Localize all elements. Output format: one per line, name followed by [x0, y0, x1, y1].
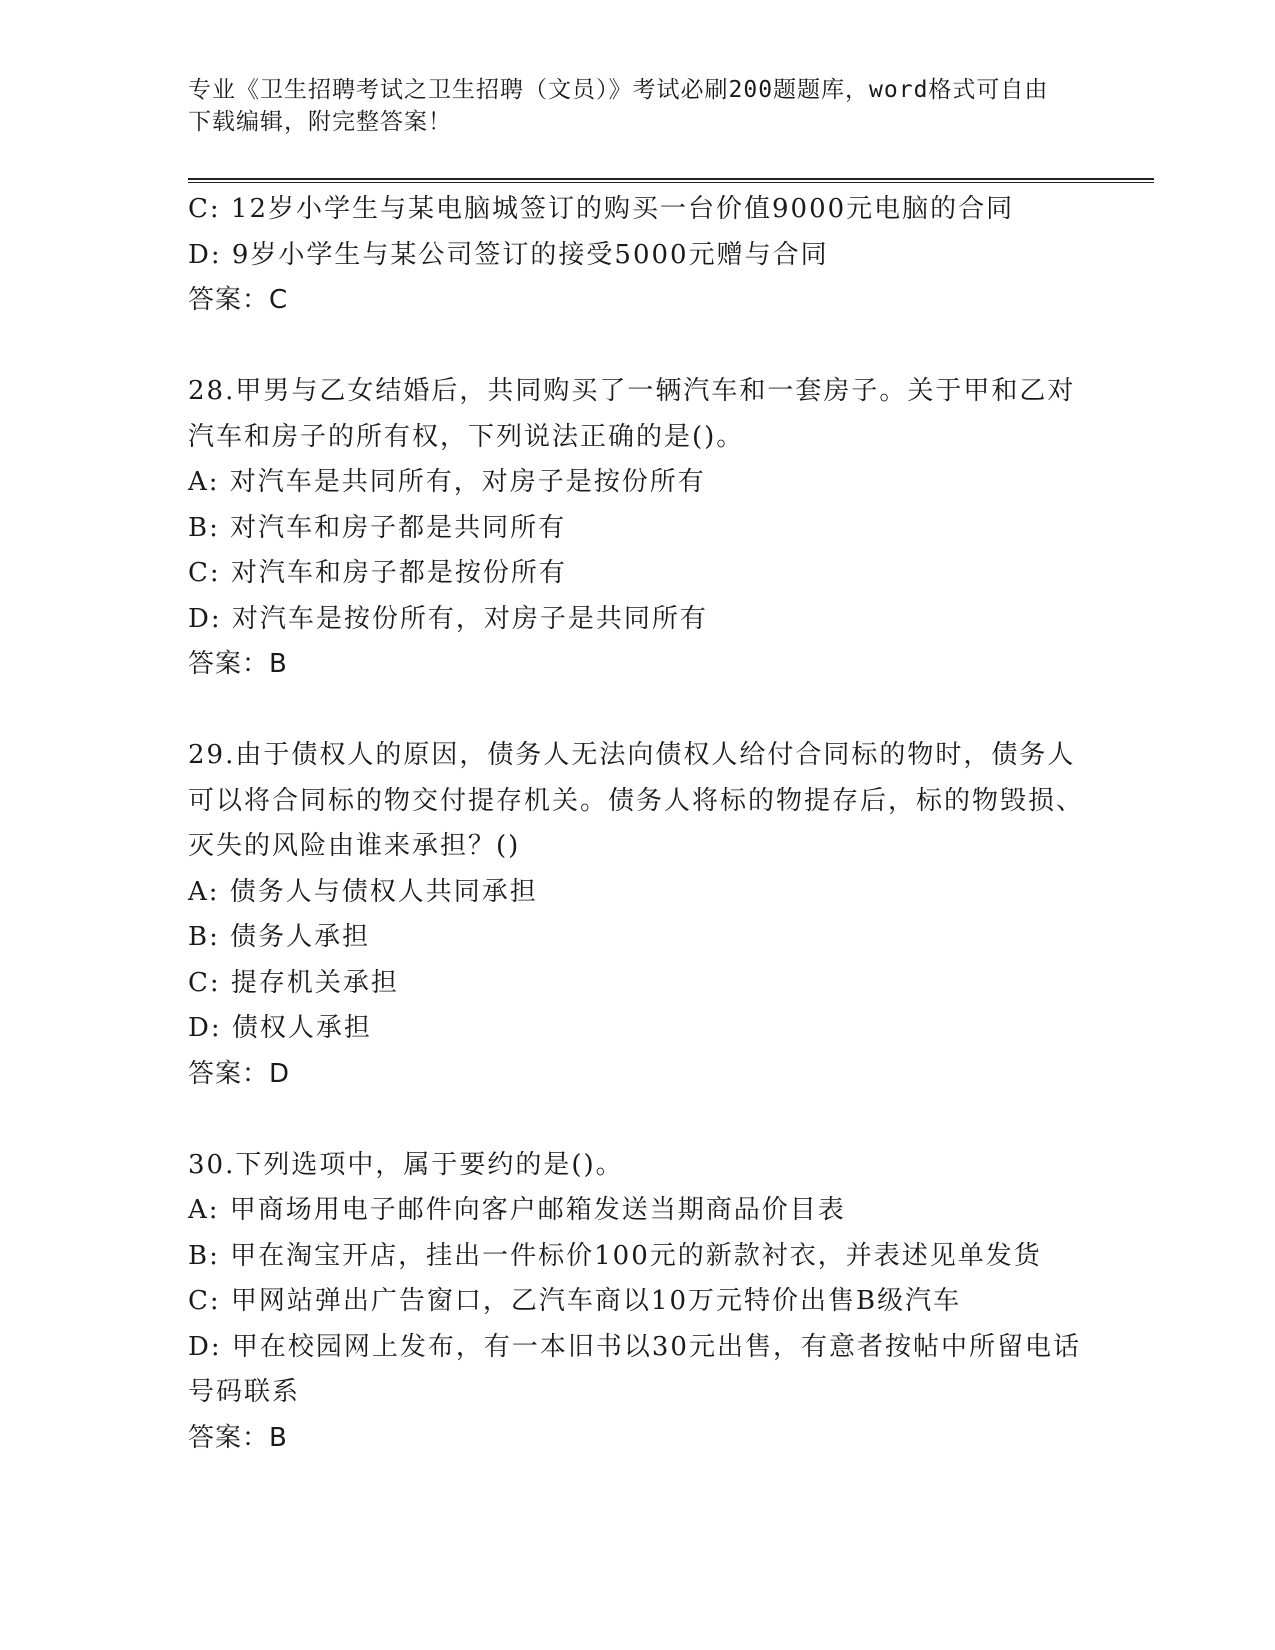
question-content — [188, 187, 1088, 1461]
answer-line: 答案：B — [188, 1422, 288, 1453]
option-b: B: 对汽车和房子都是共同所有 — [188, 512, 567, 543]
option-c: C: 提存机关承担 — [188, 967, 399, 998]
question-text: 29.由于债权人的原因，债务人无法向债权人给付合同标的物时，债务人可以将合同标的物交付提存机关。债务人将标的物提存后，标的物毁损、灭失的风险由谁来承担？() — [188, 740, 1085, 861]
answer-line: 答案：D — [188, 1058, 291, 1089]
option-b: B: 债务人承担 — [188, 922, 371, 952]
option-d: D: 甲在校园网上发布，有一本旧书以30元出售，有意者按帖中所留电话号码联系 — [188, 1331, 1081, 1407]
option-b: B: 甲在淘宝开店，挂出一件标价100元的新款衬衣，并表述见单发货 — [188, 1240, 1042, 1271]
option-d: D: 对汽车是按份所有，对房子是共同所有 — [188, 603, 708, 634]
option-d: D: 债权人承担 — [188, 1013, 372, 1043]
question-29 — [188, 733, 1088, 1097]
question-27-continuation — [188, 187, 1088, 324]
option-a: A: 债务人与债权人共同承担 — [188, 876, 538, 907]
option-a: A: 甲商场用电子邮件向客户邮箱发送当期商品价目表 — [188, 1195, 846, 1225]
question-text: 28.甲男与乙女结婚后，共同购买了一辆汽车和一套房子。关于甲和乙对汽车和房子的所有权，下列说法正确的是()。 — [188, 376, 1076, 452]
header-divider — [188, 178, 1154, 183]
option-c: C: 对汽车和房子都是按份所有 — [188, 558, 567, 588]
option-a: A: 对汽车是共同所有，对房子是按份所有 — [188, 467, 706, 497]
header-title: 专业《卫生招聘考试之卫生招聘（文员）》考试必刷200题题库，word格式可自由下载编辑，附完整答案！ — [188, 77, 1049, 135]
answer-line: 答案：B — [188, 649, 288, 679]
question-text: 30.下列选项中，属于要约的是()。 — [188, 1149, 624, 1180]
option-d: D: 9岁小学生与某公司签订的接受5000元赠与合同 — [188, 239, 829, 270]
question-30 — [188, 1143, 1088, 1462]
option-c: C: 12岁小学生与某电脑城签订的购买一台价值9000元电脑的合同 — [188, 194, 1015, 224]
option-c: C: 甲网站弹出广告窗口，乙汽车商以10万元特价出售B级汽车 — [188, 1286, 962, 1316]
page-header — [188, 74, 1068, 138]
question-28 — [188, 369, 1088, 688]
answer-line: 答案：C — [188, 285, 289, 315]
